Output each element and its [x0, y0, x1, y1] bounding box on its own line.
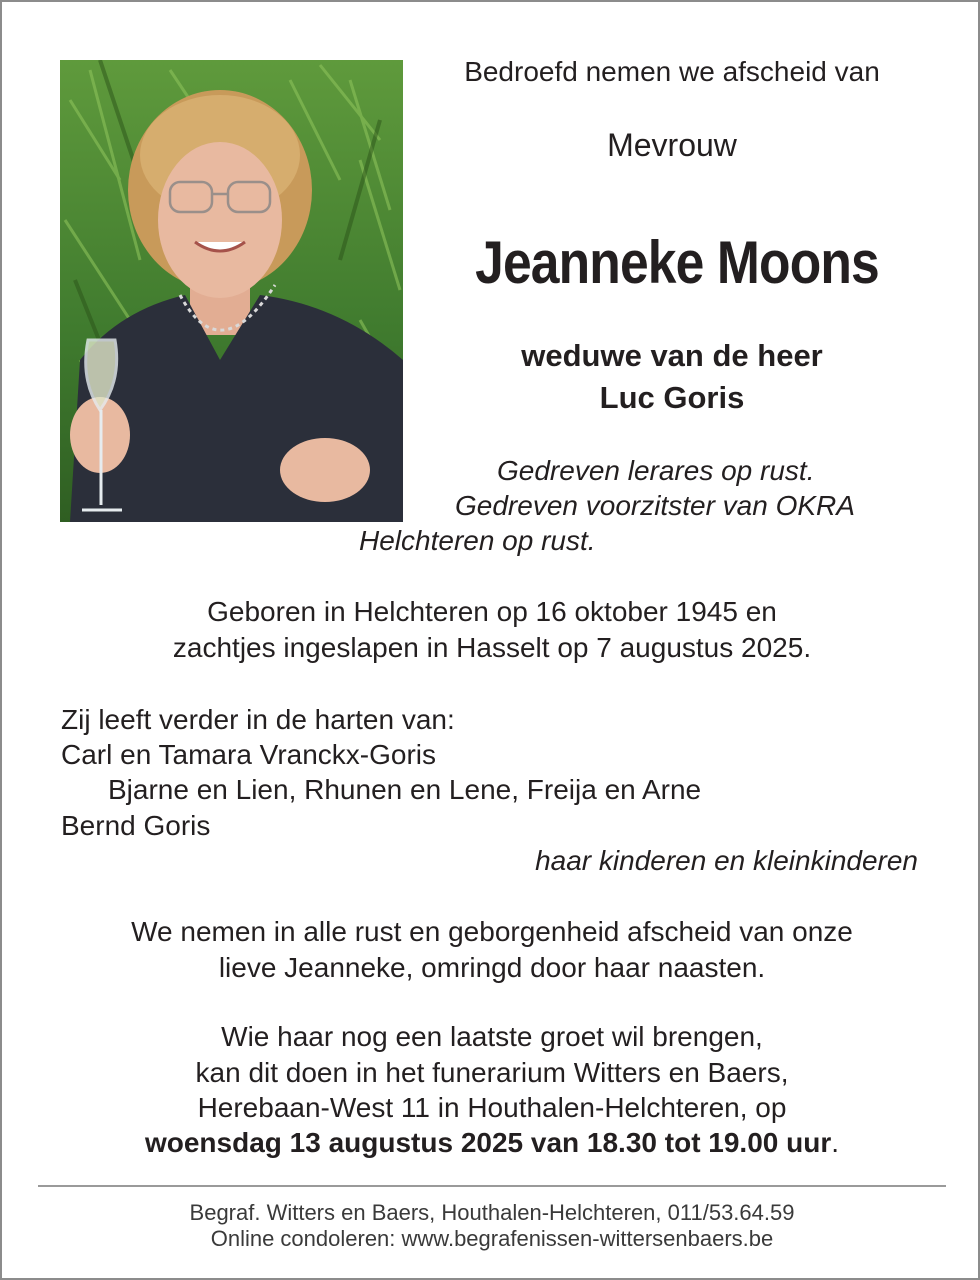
- visit-date-bold: woensdag 13 augustus 2025 van 18.30 tot 19.00 uur: [144, 1127, 832, 1158]
- deceased-name: Jeanneke Moons: [475, 229, 879, 296]
- family-heading: Zij leeft verder in de harten van:: [61, 704, 455, 735]
- farewell-line: We nemen in alle rust en geborgenheid afscheid van onze: [131, 916, 853, 947]
- farewell-line: lieve Jeanneke, omringd door haar naasten.: [218, 952, 766, 983]
- family-member: Carl en Tamara Vranckx-Goris: [61, 739, 437, 770]
- role-line: Gedreven lerares op rust.: [497, 455, 815, 486]
- family-caption: haar kinderen en kleinkinderen: [535, 845, 918, 876]
- footer-funeral-home: Begraf. Witters en Baers, Houthalen-Helchteren, 011/53.64.59: [189, 1200, 795, 1225]
- spouse-line: weduwe van de heer: [521, 338, 823, 373]
- footer-condolence-link[interactable]: Online condoleren: www.begrafenissen-wittersenbaers.be: [210, 1226, 774, 1251]
- honorific: Mevrouw: [607, 127, 737, 163]
- spouse-name: Luc Goris: [599, 380, 745, 415]
- visit-line: kan dit doen in het funerarium Witters en Baers,: [195, 1057, 789, 1088]
- role-line: Gedreven voorzitster van OKRA: [455, 490, 855, 521]
- intro-text: Bedroefd nemen we afscheid van: [464, 56, 880, 87]
- portrait-photo: [60, 60, 403, 522]
- birth-line: Geboren in Helchteren op 16 oktober 1945 en: [207, 596, 777, 627]
- visit-line: Herebaan-West 11 in Houthalen-Helchteren, op: [197, 1092, 787, 1123]
- role-line: Helchteren op rust.: [359, 525, 596, 556]
- visit-date-end: .: [831, 1127, 840, 1158]
- visit-date: [2, 1127, 980, 1159]
- death-line: zachtjes ingeslapen in Hasselt op 7 augustus 2025.: [172, 632, 812, 663]
- footer-divider: [38, 1185, 946, 1187]
- family-member: Bernd Goris: [61, 810, 211, 841]
- family-grandchildren: Bjarne en Lien, Rhunen en Lene, Freija en Arne: [108, 774, 702, 805]
- visit-line: Wie haar nog een laatste groet wil brengen,: [221, 1021, 763, 1052]
